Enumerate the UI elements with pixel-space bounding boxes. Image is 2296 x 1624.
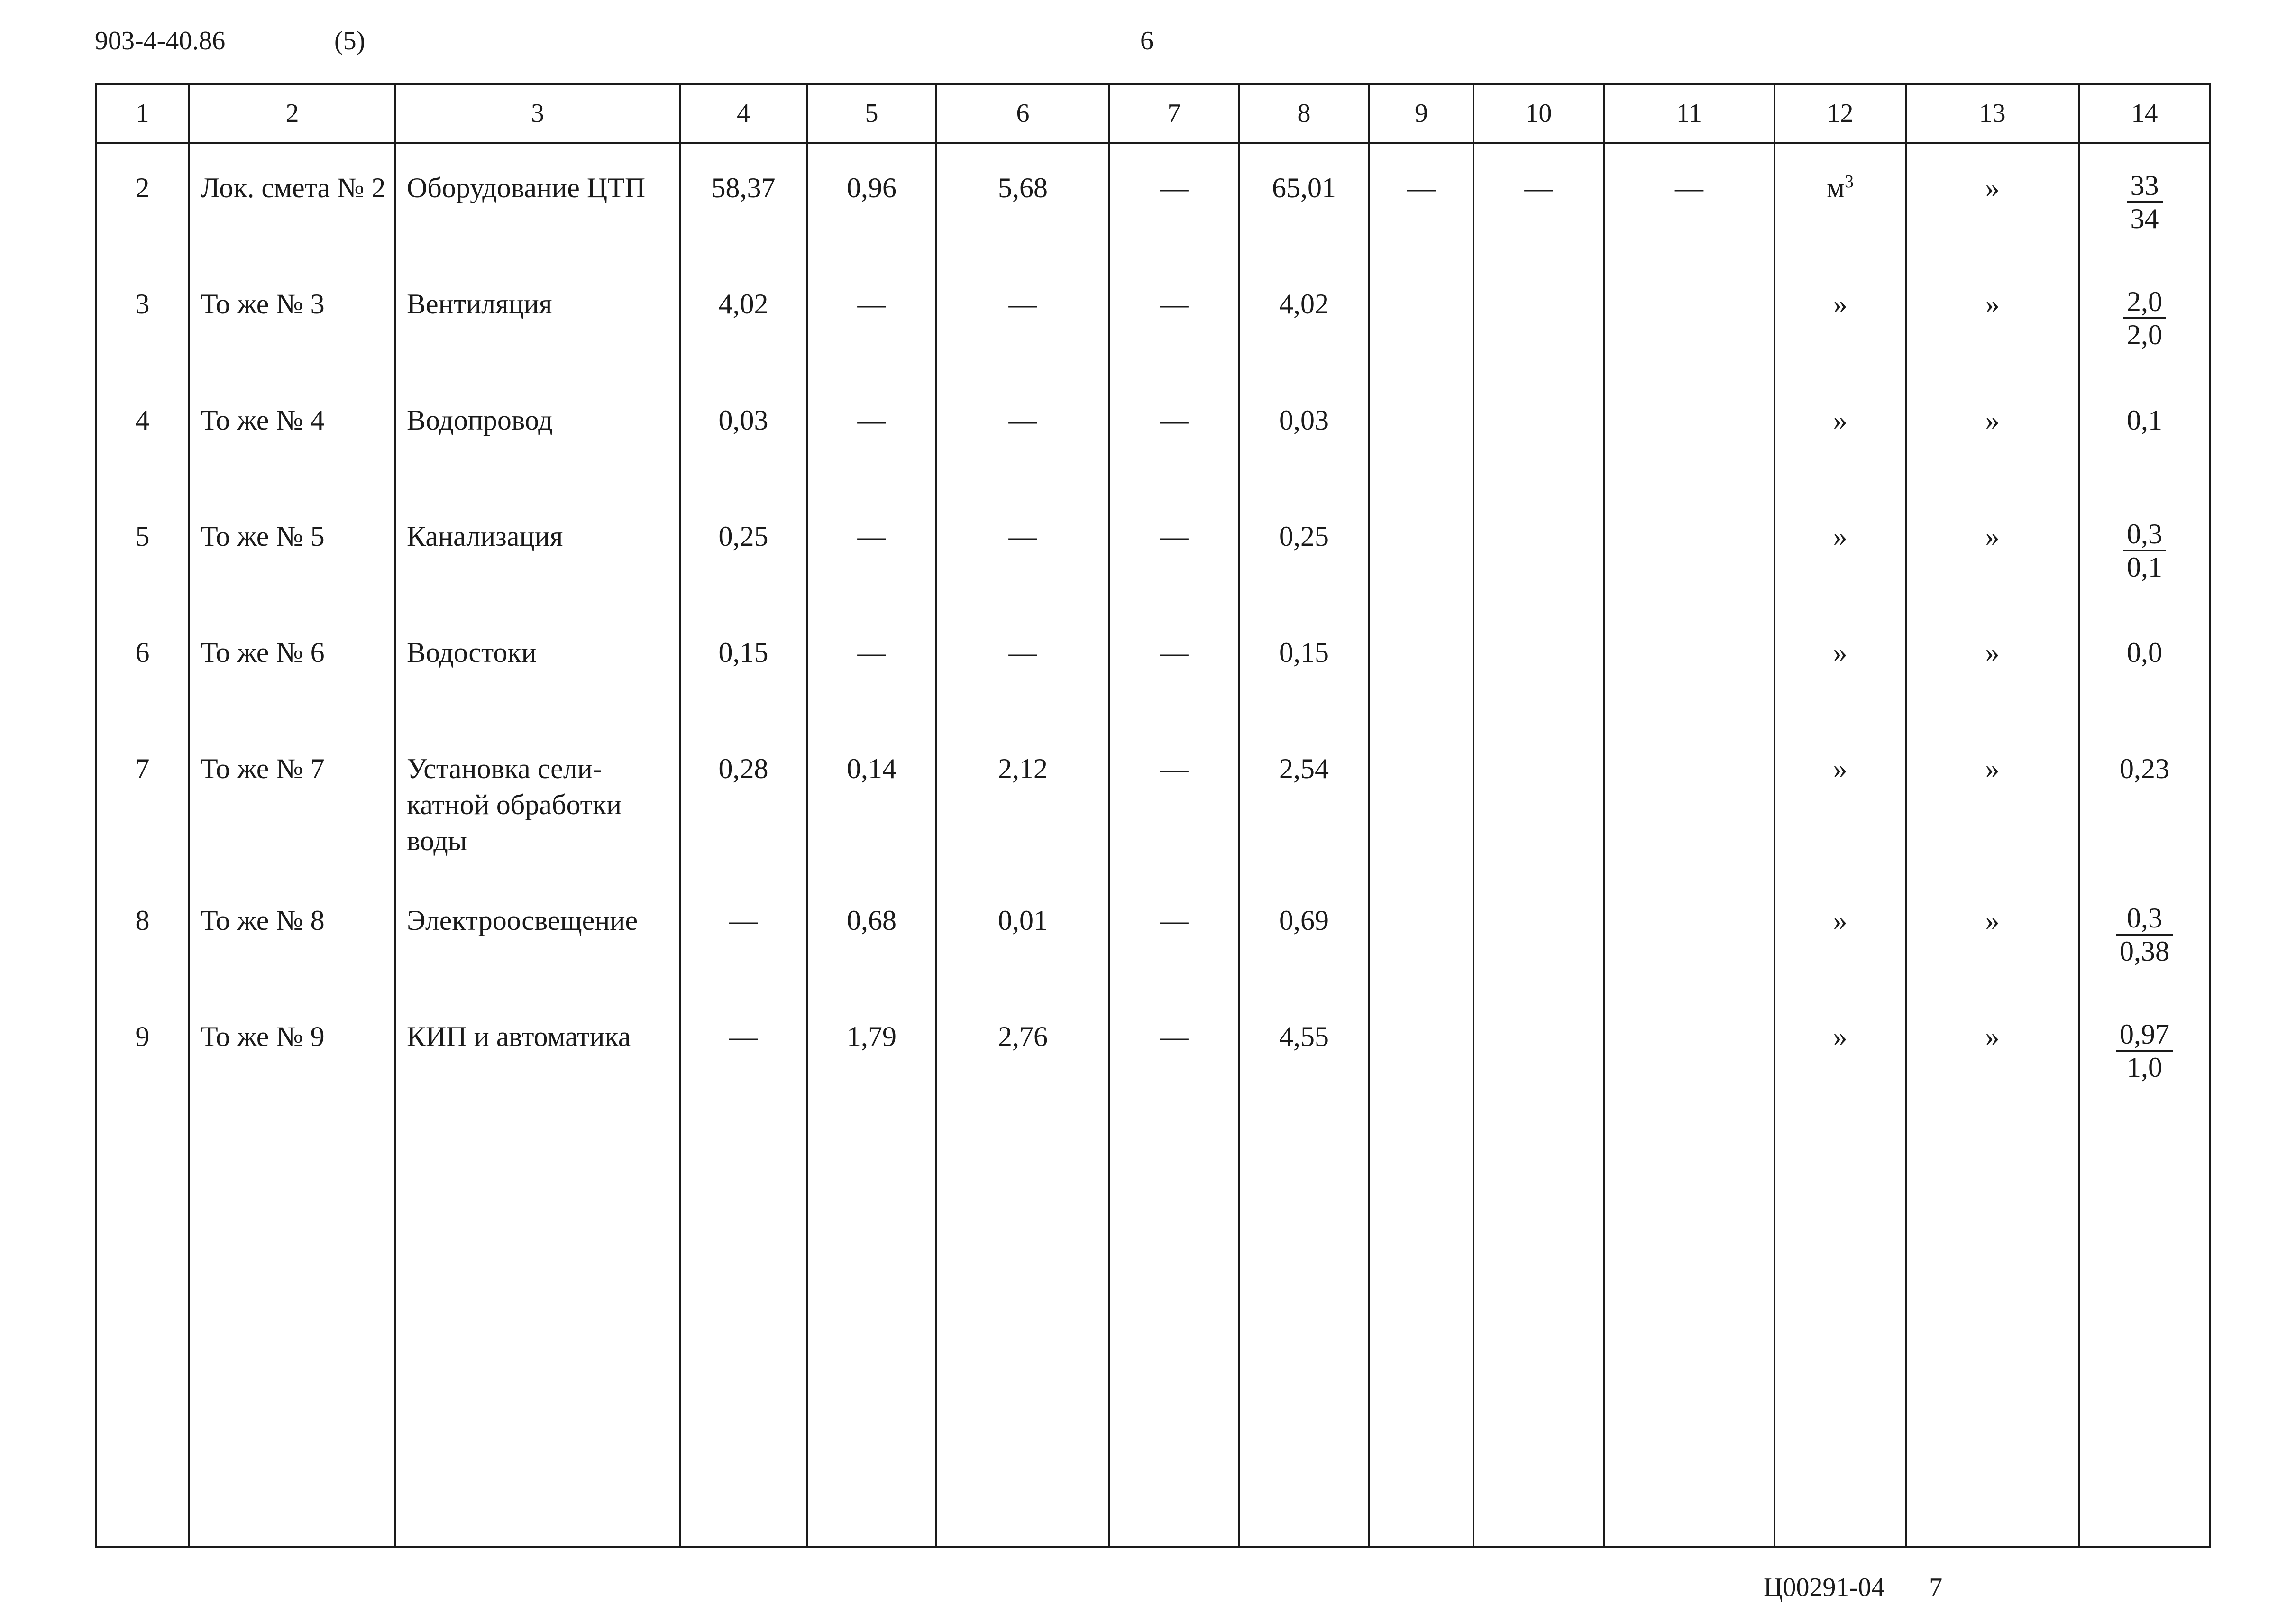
table-cell <box>2080 876 2209 992</box>
table-cell <box>1110 260 1238 376</box>
cell-text: 0,28 <box>718 753 768 784</box>
table-cell <box>937 144 1108 260</box>
cell-text: 58,37 <box>711 172 776 203</box>
cell-text: 1,79 <box>847 1021 896 1052</box>
cell-text: 0,01 <box>998 905 1048 936</box>
cell-text: 0,25 <box>718 521 768 552</box>
unit-base: м <box>1827 172 1845 203</box>
table-cell <box>1474 376 1603 492</box>
table-cell <box>190 260 394 376</box>
fraction-numerator: 0,97 <box>2116 1018 2173 1052</box>
table-cell <box>1775 376 1905 492</box>
table-cell <box>1370 876 1473 992</box>
cell-text: — <box>1160 404 1189 436</box>
unit-cubic-meter <box>1827 172 1854 203</box>
sheet-mark: (5) <box>334 26 366 55</box>
column-10 <box>1473 143 1604 1547</box>
table-cell <box>1110 725 1238 876</box>
table-cell <box>396 492 679 608</box>
cell-text: 4,02 <box>718 288 768 320</box>
table-cell <box>1907 260 2078 376</box>
table-cell <box>1474 144 1603 260</box>
fraction-value <box>2116 902 2173 967</box>
table-cell <box>937 992 1108 1109</box>
table-cell <box>396 992 679 1109</box>
cell-text: » <box>1985 1021 2000 1052</box>
table-cell <box>190 992 394 1109</box>
column-number-row <box>96 84 2210 143</box>
table-cell <box>1474 992 1603 1109</box>
table-cell <box>681 492 806 608</box>
table-cell <box>97 144 188 260</box>
cell-text: 0,0 <box>2127 637 2162 668</box>
cell-text: — <box>1160 1021 1189 1052</box>
column-11 <box>1604 143 1775 1547</box>
cell-text: » <box>1833 521 1848 552</box>
table-cell <box>190 725 394 876</box>
cell-text: Электроосвещение <box>407 905 638 936</box>
cell-text: То же № 7 <box>201 753 325 784</box>
table-cell <box>937 725 1108 876</box>
fraction-denominator: 1,0 <box>2127 1052 2162 1083</box>
table-cell <box>1605 992 1774 1109</box>
cell-text: » <box>1985 521 2000 552</box>
fraction-denominator: 34 <box>2130 203 2159 234</box>
column-number: 3 <box>395 84 680 143</box>
cell-text: — <box>1008 404 1037 436</box>
table-cell <box>1775 725 1905 876</box>
fraction-denominator: 0,38 <box>2120 936 2169 967</box>
table-cell <box>681 376 806 492</box>
table-cell <box>1907 876 2078 992</box>
cell-text: 4,02 <box>1279 288 1329 320</box>
cell-text: Водостоки <box>407 637 537 668</box>
cell-text: То же № 5 <box>201 521 325 552</box>
cell-text: — <box>729 1021 758 1052</box>
cell-text: — <box>1008 288 1037 320</box>
table-cell <box>1240 376 1368 492</box>
table-cell <box>1605 144 1774 260</box>
cell-text: 9 <box>135 1021 150 1052</box>
table-cell <box>808 376 935 492</box>
page-number: 6 <box>1140 26 1153 55</box>
table-cell <box>1474 876 1603 992</box>
column-9 <box>1369 143 1473 1547</box>
table-cell <box>396 376 679 492</box>
column-number: 11 <box>1604 84 1775 143</box>
table-cell <box>937 608 1108 725</box>
table-cell <box>1775 144 1905 260</box>
table-cell <box>1605 725 1774 876</box>
table-cell <box>2080 608 2209 725</box>
table-cell <box>1907 608 2078 725</box>
table-cell <box>1240 725 1368 876</box>
table-cell <box>396 876 679 992</box>
table-cell <box>97 876 188 992</box>
column-13 <box>1906 143 2079 1547</box>
cell-text: 0,1 <box>2127 404 2162 436</box>
table-cell <box>190 376 394 492</box>
table-cell <box>2080 260 2209 376</box>
cell-text: 3 <box>135 288 150 320</box>
table-cell <box>1370 376 1473 492</box>
column-1 <box>96 143 189 1547</box>
table-cell <box>1110 492 1238 608</box>
table-cell <box>937 260 1108 376</box>
cell-text: 0,23 <box>2120 753 2169 784</box>
column-6 <box>936 143 1109 1547</box>
column-number: 6 <box>936 84 1109 143</box>
table-cell <box>2080 992 2209 1109</box>
table-cell <box>396 608 679 725</box>
fraction-value <box>2127 170 2163 234</box>
cell-text: — <box>1675 172 1703 203</box>
table-cell <box>937 492 1108 608</box>
table-cell <box>808 992 935 1109</box>
column-number: 1 <box>96 84 189 143</box>
cell-text: — <box>1008 637 1037 668</box>
cell-text: 0,68 <box>847 905 896 936</box>
table-cell <box>1110 608 1238 725</box>
table-cell <box>1110 376 1238 492</box>
table-cell <box>937 876 1108 992</box>
table-cell <box>1370 144 1473 260</box>
cell-text: » <box>1985 637 2000 668</box>
cell-text: — <box>1407 172 1436 203</box>
column-number: 10 <box>1473 84 1604 143</box>
cell-text: 4,55 <box>1279 1021 1329 1052</box>
table-cell <box>1605 876 1774 992</box>
table-cell <box>808 876 935 992</box>
cell-text: — <box>857 637 886 668</box>
column-number: 9 <box>1369 84 1473 143</box>
table-cell <box>1370 608 1473 725</box>
cell-text: » <box>1833 753 1848 784</box>
cell-text: Лок. смета № 2 <box>201 172 386 203</box>
fraction-value <box>2116 1018 2173 1083</box>
table-cell <box>1907 992 2078 1109</box>
table-cell <box>1907 376 2078 492</box>
cell-text: — <box>729 905 758 936</box>
cell-text: 2 <box>135 172 150 203</box>
column-3 <box>395 143 680 1547</box>
table-cell <box>1240 260 1368 376</box>
cell-text: 7 <box>135 753 150 784</box>
fraction-numerator: 0,3 <box>2116 902 2173 936</box>
cell-text: То же № 4 <box>201 404 325 436</box>
table-cell <box>97 608 188 725</box>
estimate-table <box>95 83 2211 1548</box>
table-cell <box>97 992 188 1109</box>
table-cell <box>681 725 806 876</box>
cell-text: » <box>1985 172 2000 203</box>
column-12 <box>1775 143 1906 1547</box>
table-cell <box>97 376 188 492</box>
table-cell <box>1605 608 1774 725</box>
table-cell <box>1775 608 1905 725</box>
table-body <box>96 143 2210 1547</box>
cell-text: — <box>1160 288 1189 320</box>
cell-text: 0,14 <box>847 753 896 784</box>
table-cell <box>681 992 806 1109</box>
cell-text: » <box>1833 637 1848 668</box>
fraction-numerator: 2,0 <box>2123 286 2166 319</box>
cell-text: Оборудование ЦТП <box>407 172 646 203</box>
column-number: 12 <box>1775 84 1906 143</box>
cell-text: То же № 9 <box>201 1021 325 1052</box>
table-cell <box>396 144 679 260</box>
cell-text: — <box>1160 637 1189 668</box>
column-14 <box>2079 143 2210 1547</box>
table-cell <box>808 260 935 376</box>
table-cell <box>1907 144 2078 260</box>
unit-exponent: 3 <box>1844 172 1854 192</box>
column-number: 7 <box>1109 84 1239 143</box>
table-cell <box>190 876 394 992</box>
cell-text: » <box>1833 1021 1848 1052</box>
column-number: 14 <box>2079 84 2210 143</box>
cell-text: 4 <box>135 404 150 436</box>
table-cell <box>1240 876 1368 992</box>
cell-text: 0,25 <box>1279 521 1329 552</box>
column-2 <box>189 143 395 1547</box>
cell-text: 0,03 <box>718 404 768 436</box>
column-number: 8 <box>1239 84 1369 143</box>
cell-text: 0,15 <box>1279 637 1329 668</box>
document-code: 903-4-40.86 <box>95 26 226 55</box>
cell-text: 0,96 <box>847 172 896 203</box>
cell-text: 0,03 <box>1279 404 1329 436</box>
cell-text: — <box>1160 753 1189 784</box>
table-cell <box>1907 492 2078 608</box>
cell-text: — <box>1160 905 1189 936</box>
table-cell <box>1474 725 1603 876</box>
cell-text: КИП и автоматика <box>407 1021 631 1052</box>
table-cell <box>1110 876 1238 992</box>
fraction-value <box>2123 286 2166 350</box>
fraction-numerator: 33 <box>2127 170 2163 203</box>
table-cell <box>681 876 806 992</box>
cell-text: » <box>1833 404 1848 436</box>
table-cell <box>681 144 806 260</box>
table-cell <box>1240 492 1368 608</box>
table-cell <box>396 725 679 876</box>
cell-text: — <box>1160 521 1189 552</box>
table-cell <box>2080 492 2209 608</box>
column-number: 2 <box>189 84 395 143</box>
table-cell <box>1240 608 1368 725</box>
table-cell <box>2080 144 2209 260</box>
footer-code: Ц00291-04 <box>1764 1573 1885 1602</box>
table-cell <box>1240 992 1368 1109</box>
table-cell <box>1370 992 1473 1109</box>
table-cell <box>2080 725 2209 876</box>
cell-text: — <box>1008 521 1037 552</box>
table-cell <box>1110 144 1238 260</box>
column-4 <box>680 143 807 1547</box>
fraction-numerator: 0,3 <box>2123 518 2166 551</box>
table-cell <box>1370 725 1473 876</box>
table-cell <box>1474 492 1603 608</box>
table-cell <box>396 260 679 376</box>
table-cell <box>1474 260 1603 376</box>
table-cell <box>1370 260 1473 376</box>
table-cell <box>97 260 188 376</box>
column-number: 5 <box>807 84 936 143</box>
table-cell <box>190 144 394 260</box>
table-cell <box>808 144 935 260</box>
table-cell <box>1605 492 1774 608</box>
cell-text: 2,76 <box>998 1021 1048 1052</box>
table-cell <box>937 376 1108 492</box>
column-number: 13 <box>1906 84 2079 143</box>
fraction-value <box>2123 518 2166 583</box>
table-cell <box>1110 992 1238 1109</box>
cell-text: » <box>1985 905 2000 936</box>
cell-text: » <box>1833 905 1848 936</box>
cell-text: То же № 6 <box>201 637 325 668</box>
cell-text: 0,15 <box>718 637 768 668</box>
column-5 <box>807 143 936 1547</box>
cell-text: 5,68 <box>998 172 1048 203</box>
cell-text: 5 <box>135 521 150 552</box>
cell-text: Вентиляция <box>407 288 552 320</box>
table-cell <box>1775 260 1905 376</box>
cell-text: 2,12 <box>998 753 1048 784</box>
table-cell <box>1775 492 1905 608</box>
fraction-denominator: 0,1 <box>2127 551 2162 583</box>
table-cell <box>190 492 394 608</box>
cell-text: Водопровод <box>407 404 553 436</box>
footer <box>1764 1574 1942 1601</box>
cell-text: 65,01 <box>1272 172 1336 203</box>
cell-text: То же № 3 <box>201 288 325 320</box>
table-cell <box>1605 260 1774 376</box>
table-cell <box>97 492 188 608</box>
cell-text: 8 <box>135 905 150 936</box>
cell-text: 2,54 <box>1279 753 1329 784</box>
cell-text: Канализация <box>407 521 563 552</box>
table-cell <box>1370 492 1473 608</box>
column-8 <box>1239 143 1369 1547</box>
table-cell <box>190 608 394 725</box>
column-number: 4 <box>680 84 807 143</box>
table-cell <box>1240 144 1368 260</box>
cell-text: — <box>857 404 886 436</box>
cell-text: » <box>1985 753 2000 784</box>
table-cell <box>1775 876 1905 992</box>
cell-text: » <box>1985 288 2000 320</box>
cell-text: Установка сели-катной обработки воды <box>407 753 622 857</box>
column-7 <box>1109 143 1239 1547</box>
table-cell <box>1605 376 1774 492</box>
table-cell <box>808 492 935 608</box>
table-cell <box>681 260 806 376</box>
cell-text: То же № 8 <box>201 905 325 936</box>
cell-text: 0,69 <box>1279 905 1329 936</box>
table-cell <box>1474 608 1603 725</box>
table-cell <box>808 725 935 876</box>
table-cell <box>808 608 935 725</box>
table-cell <box>1907 725 2078 876</box>
cell-text: — <box>1524 172 1553 203</box>
cell-text: — <box>1160 172 1189 203</box>
cell-text: » <box>1833 288 1848 320</box>
cell-text: — <box>857 521 886 552</box>
cell-text: 6 <box>135 637 150 668</box>
table-cell <box>2080 376 2209 492</box>
table-cell <box>1775 992 1905 1109</box>
footer-page: 7 <box>1929 1573 1943 1602</box>
cell-text: » <box>1985 404 2000 436</box>
fraction-denominator: 2,0 <box>2127 319 2162 350</box>
table-cell <box>681 608 806 725</box>
table-cell <box>97 725 188 876</box>
cell-text: — <box>857 288 886 320</box>
